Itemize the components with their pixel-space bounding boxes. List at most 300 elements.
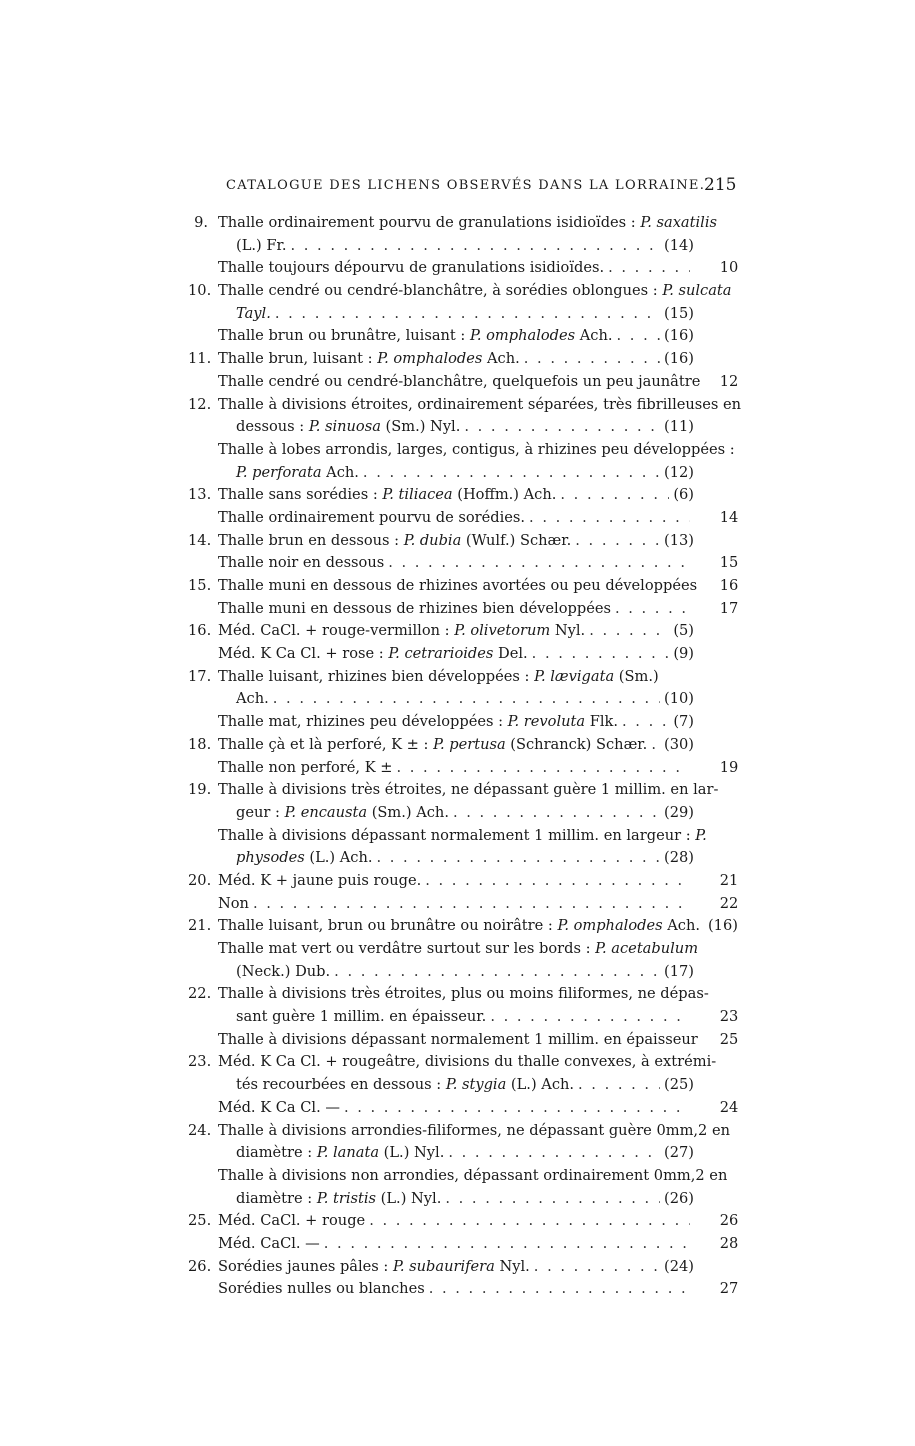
key-line xyxy=(0,484,915,507)
lead-to-couplet: 12 xyxy=(719,372,739,390)
entry-text xyxy=(218,915,738,938)
entry-main xyxy=(218,666,659,689)
couplet-number: 13. xyxy=(188,486,212,504)
entry-text xyxy=(218,325,694,348)
entry-main xyxy=(218,734,647,757)
key-line xyxy=(0,893,915,916)
entry-description: Thalle cendré ou cendré-blanchâtre, à sorédies oblongues : xyxy=(218,282,663,300)
key-line xyxy=(0,1006,915,1029)
entry-main xyxy=(236,416,460,439)
entry-main xyxy=(218,325,613,348)
species-ref-number: (7) xyxy=(673,713,694,731)
entry-description: Thalle non perforé, K ± xyxy=(218,758,393,776)
couplet-number: 18. xyxy=(188,735,212,753)
entry-description: Thalle à divisions très étroites, plus ou moins filiformes, ne dépas- xyxy=(218,985,709,1003)
key-line xyxy=(0,1233,915,1256)
entry-text xyxy=(218,1029,698,1052)
key-line xyxy=(0,1074,915,1097)
key-line xyxy=(0,983,915,1006)
species-name: P. encausta xyxy=(284,803,368,821)
entry-description: Méd. K Ca Cl. + rose : xyxy=(218,645,389,663)
entry-text xyxy=(218,552,694,575)
species-ref-number: (12) xyxy=(664,463,694,481)
couplet-number: 22. xyxy=(188,985,212,1003)
species-ref-number: (24) xyxy=(664,1257,694,1275)
entry-main xyxy=(218,280,732,303)
species-name: physodes xyxy=(236,849,305,867)
dot-leader xyxy=(615,598,690,621)
lead-to-couplet: 17 xyxy=(719,599,739,617)
entry-text xyxy=(218,757,694,780)
species-name: P. sinuosa xyxy=(308,418,381,436)
entry-text xyxy=(236,1006,694,1029)
author-citation: Flk. xyxy=(585,713,619,731)
dot-leader xyxy=(334,961,660,984)
dot-leader xyxy=(275,303,660,326)
species-name: P. lanata xyxy=(316,1144,380,1162)
entry-description: Thalle à divisions très étroites, ne dépassant guère 1 millim. en lar- xyxy=(218,781,719,799)
entry-description: Thalle à divisions dépassant normalement 1 millim. en épaisseur xyxy=(218,1030,698,1048)
running-title: CATALOGUE DES LICHENS OBSERVÉS DANS LA LORRAINE. xyxy=(226,178,706,193)
dot-leader xyxy=(376,847,660,870)
key-line xyxy=(0,688,915,711)
entry-description: geur : xyxy=(236,803,285,821)
key-line xyxy=(0,212,915,235)
species-ref-number: (13) xyxy=(664,531,694,549)
entry-text xyxy=(218,1097,694,1120)
entry-description: Thalle muni en dessous de rhizines avortées ou peu développées xyxy=(218,577,698,594)
key-entries xyxy=(0,212,915,1301)
species-ref-number: (30) xyxy=(664,735,694,753)
lead-to-couplet: 19 xyxy=(719,758,739,776)
author-citation: (Sm.) Nyl. xyxy=(380,418,461,436)
lead-to-couplet: 16 xyxy=(719,577,739,594)
entry-description: Méd. K + jaune puis rouge. xyxy=(218,871,422,889)
key-line xyxy=(0,394,915,417)
species-ref-number: (16) xyxy=(664,327,694,345)
couplet-number: 9. xyxy=(194,214,208,231)
entry-text xyxy=(218,507,694,530)
entry-main xyxy=(218,394,741,417)
key-line xyxy=(0,825,915,848)
couplet-number: 24. xyxy=(188,1121,212,1139)
lead-to-couplet: 14 xyxy=(719,508,739,526)
species-name: P. omphalodes xyxy=(469,327,576,345)
author-citation: (L.) Ach. xyxy=(304,849,373,867)
dot-leader xyxy=(291,235,661,258)
key-line xyxy=(0,325,915,348)
author-citation: (Hoffm.) Ach. xyxy=(452,486,557,504)
key-line xyxy=(0,734,915,757)
species-name: P. perforata xyxy=(236,463,322,481)
couplet-number: 20. xyxy=(188,871,212,889)
key-line xyxy=(0,1256,915,1279)
entry-main xyxy=(236,688,269,711)
species-name: P. stygia xyxy=(445,1076,507,1094)
entry-text xyxy=(218,1210,694,1233)
key-line xyxy=(0,416,915,439)
dot-leader xyxy=(363,462,660,485)
entry-description: Thalle toujours dépourvu de granulations isidioïdes. xyxy=(218,259,605,277)
dot-leader xyxy=(651,734,660,757)
species-name: P. omphalodes xyxy=(377,350,483,368)
key-line xyxy=(0,1165,915,1188)
entry-main xyxy=(236,1006,486,1029)
entry-main xyxy=(218,1051,716,1074)
entry-text xyxy=(236,688,694,711)
key-line xyxy=(0,257,915,280)
entry-text xyxy=(236,802,694,825)
species-name: P. tiliacea xyxy=(382,486,453,504)
species-ref-number: (15) xyxy=(664,304,694,322)
key-line xyxy=(0,280,915,303)
entry-description: Thalle luisant, brun ou brunâtre ou noirâtre : xyxy=(218,917,558,935)
entry-main xyxy=(218,1256,530,1279)
entry-description: Sorédies nulles ou blanches xyxy=(218,1280,425,1298)
species-name: P. pertusa xyxy=(433,735,506,753)
entry-main xyxy=(236,802,449,825)
key-line xyxy=(0,915,915,938)
entry-description: Thalle brun, luisant : xyxy=(218,350,378,368)
entry-main xyxy=(218,779,718,802)
entry-main xyxy=(218,212,717,235)
dot-leader xyxy=(490,1006,690,1029)
species-ref-number: (14) xyxy=(664,236,694,254)
entry-text xyxy=(218,779,719,802)
lead-to-couplet: 24 xyxy=(719,1098,739,1116)
couplet-number: 15. xyxy=(188,577,212,594)
entry-main xyxy=(218,1029,698,1052)
author-citation: Ach. xyxy=(482,350,520,368)
key-line xyxy=(0,462,915,485)
entry-description: dessous : xyxy=(236,418,309,436)
entry-text xyxy=(236,235,694,258)
entry-description: Thalle ordinairement pourvu de granulations isidioïdes : xyxy=(218,214,641,231)
entry-text xyxy=(218,870,694,893)
entry-text xyxy=(218,484,694,507)
entry-text xyxy=(218,938,699,961)
entry-text xyxy=(218,598,694,621)
entry-main xyxy=(218,915,700,938)
entry-text xyxy=(218,575,698,598)
lead-to-couplet: 15 xyxy=(719,554,739,572)
entry-text xyxy=(218,257,694,280)
couplet-number: 25. xyxy=(188,1212,212,1230)
dot-leader xyxy=(464,416,660,439)
species-name: P. dubia xyxy=(403,531,462,549)
entry-description: Thalle à divisions dépassant normalement 1 millim. en largeur : xyxy=(218,826,696,844)
entry-description: (Neck.) Dub. xyxy=(236,962,331,980)
entry-description: Thalle çà et là perforé, K ± : xyxy=(218,735,434,753)
entry-description: diamètre : xyxy=(236,1144,317,1162)
entry-text xyxy=(236,416,694,439)
entry-description: Thalle à lobes arrondis, larges, contigus, à rhizines peu développées : xyxy=(218,440,735,458)
entry-description: Thalle sans sorédies : xyxy=(218,486,383,504)
entry-description: Thalle à divisions non arrondies, dépassant ordinairement 0mm,2 en xyxy=(218,1166,728,1184)
entry-main xyxy=(218,552,384,575)
entry-text xyxy=(218,280,732,303)
author-citation: Del. xyxy=(493,645,528,663)
dot-leader xyxy=(425,870,690,893)
dot-leader xyxy=(324,1233,690,1256)
couplet-number: 17. xyxy=(188,667,212,685)
couplet-number: 12. xyxy=(188,395,212,413)
entry-main xyxy=(218,348,520,371)
dot-leader xyxy=(369,1210,690,1233)
entry-main xyxy=(236,235,287,258)
species-ref-number: (17) xyxy=(664,962,694,980)
species-ref-number: (11) xyxy=(664,418,694,436)
entry-text xyxy=(218,893,694,916)
entry-description: Non xyxy=(218,894,249,912)
entry-main xyxy=(218,439,735,462)
entry-description: Thalle muni en dessous de rhizines bien développées xyxy=(218,599,611,617)
dot-leader xyxy=(560,484,669,507)
dot-leader xyxy=(273,688,660,711)
lead-to-couplet: 22 xyxy=(719,894,739,912)
species-ref-number: (25) xyxy=(664,1076,694,1094)
species-ref-number: (5) xyxy=(673,622,694,640)
key-line xyxy=(0,961,915,984)
entry-text xyxy=(218,1233,694,1256)
entry-main xyxy=(218,1097,340,1120)
key-line xyxy=(0,1278,915,1301)
lead-to-couplet: 21 xyxy=(719,871,739,889)
page-header xyxy=(0,175,915,199)
entry-main xyxy=(236,462,359,485)
lead-to-couplet: 27 xyxy=(719,1280,739,1298)
dot-leader xyxy=(589,620,669,643)
species-ref-number: (26) xyxy=(664,1189,694,1207)
couplet-number: 19. xyxy=(188,781,212,799)
entry-description: sant guère 1 millim. en épaisseur. xyxy=(236,1008,487,1026)
entry-text xyxy=(236,1188,694,1211)
entry-main xyxy=(218,870,421,893)
entry-main xyxy=(236,1142,444,1165)
entry-description: Thalle à divisions arrondies-filiformes, ne dépassant guère 0mm,2 en xyxy=(218,1121,731,1139)
key-line xyxy=(0,1051,915,1074)
key-line xyxy=(0,870,915,893)
key-line xyxy=(0,938,915,961)
entry-text xyxy=(236,1074,694,1097)
key-line xyxy=(0,303,915,326)
key-line xyxy=(0,643,915,666)
key-line xyxy=(0,1097,915,1120)
entry-text xyxy=(236,462,694,485)
couplet-number: 10. xyxy=(188,282,212,300)
entry-main xyxy=(218,575,697,598)
entry-main xyxy=(218,257,604,280)
dot-leader xyxy=(578,1074,660,1097)
entry-main xyxy=(218,598,611,621)
species-ref-number: (16) xyxy=(707,917,738,935)
dot-leader xyxy=(608,257,690,280)
author-citation: (L.) Nyl. xyxy=(376,1189,442,1207)
entry-text xyxy=(218,620,694,643)
entry-text xyxy=(218,825,707,848)
entry-description: tés recourbées en dessous : xyxy=(236,1076,446,1094)
entry-text xyxy=(218,983,709,1006)
entry-text xyxy=(218,734,694,757)
entry-description: Méd. CaCl. — xyxy=(218,1234,320,1252)
key-line xyxy=(0,1029,915,1052)
entry-text xyxy=(218,212,717,235)
key-line xyxy=(0,1188,915,1211)
key-line xyxy=(0,757,915,780)
entry-text xyxy=(236,1142,694,1165)
entry-text xyxy=(218,711,694,734)
species-name: P. acetabulum xyxy=(595,940,699,957)
entry-main xyxy=(218,530,571,553)
author-citation: (Sm.) xyxy=(614,667,659,685)
entry-main xyxy=(218,893,249,916)
couplet-number: 14. xyxy=(188,531,212,549)
key-line xyxy=(0,371,915,394)
dot-leader xyxy=(529,507,690,530)
entry-description: Thalle mat, rhizines peu développées : xyxy=(218,713,508,731)
entry-main xyxy=(218,938,698,961)
author-citation: Ach. xyxy=(662,917,700,935)
entry-main xyxy=(218,620,585,643)
entry-main xyxy=(218,1233,320,1256)
species-ref-number: (9) xyxy=(673,645,694,663)
author-citation: Ach. xyxy=(321,463,359,481)
entry-main xyxy=(218,757,392,780)
couplet-number: 16. xyxy=(188,622,212,640)
entry-text xyxy=(218,1165,728,1188)
entry-text xyxy=(218,666,694,689)
entry-description: Sorédies jaunes pâles : xyxy=(218,1257,393,1275)
entry-main xyxy=(218,484,556,507)
key-line xyxy=(0,779,915,802)
entry-main xyxy=(218,1165,727,1188)
entry-text xyxy=(218,1278,694,1301)
entry-description: Méd. CaCl. + rouge-vermillon : xyxy=(218,622,455,640)
entry-description: Ach. xyxy=(236,690,269,708)
entry-text xyxy=(236,847,694,870)
species-name: Tayl. xyxy=(236,304,271,322)
entry-text xyxy=(236,961,694,984)
key-line xyxy=(0,1142,915,1165)
species-ref-number: (16) xyxy=(664,350,694,368)
author-citation: (Sm.) Ach. xyxy=(367,803,449,821)
key-line xyxy=(0,598,915,621)
species-name: P. saxatilis xyxy=(640,214,717,231)
species-name: P. cetrarioides xyxy=(388,645,494,663)
dot-leader xyxy=(534,1256,660,1279)
couplet-number: 11. xyxy=(188,350,212,368)
dot-leader xyxy=(445,1188,660,1211)
entry-text xyxy=(218,643,694,666)
entry-main xyxy=(236,303,271,326)
author-citation: (Wulf.) Schær. xyxy=(461,531,572,549)
dot-leader xyxy=(575,530,660,553)
species-name: P. tristis xyxy=(316,1189,377,1207)
key-line xyxy=(0,620,915,643)
key-line xyxy=(0,530,915,553)
dot-leader xyxy=(453,802,660,825)
species-name: P. olivetorum xyxy=(454,622,551,640)
entry-main xyxy=(218,711,618,734)
key-line xyxy=(0,847,915,870)
lead-to-couplet: 25 xyxy=(719,1030,739,1048)
author-citation: Nyl. xyxy=(550,622,586,640)
dot-leader xyxy=(344,1097,690,1120)
entry-description: diamètre : xyxy=(236,1189,317,1207)
key-line xyxy=(0,348,915,371)
entry-text xyxy=(218,530,694,553)
key-line xyxy=(0,1210,915,1233)
entry-text xyxy=(218,371,701,394)
entry-description: Thalle à divisions étroites, ordinairement séparées, très fibrilleuses en xyxy=(218,395,742,413)
lead-to-couplet: 10 xyxy=(719,259,739,277)
entry-description: Thalle noir en dessous xyxy=(218,554,385,572)
couplet-number: 21. xyxy=(188,917,212,935)
entry-description: Thalle luisant, rhizines bien développées : xyxy=(218,667,535,685)
entry-main xyxy=(236,1188,441,1211)
entry-text xyxy=(218,348,694,371)
key-line xyxy=(0,439,915,462)
entry-main xyxy=(218,1278,425,1301)
key-line xyxy=(0,666,915,689)
couplet-number: 23. xyxy=(188,1053,212,1071)
dot-leader xyxy=(532,643,670,666)
species-name: P. omphalodes xyxy=(557,917,663,935)
author-citation: Ach. xyxy=(575,327,613,345)
species-ref-number: (6) xyxy=(673,486,694,504)
dot-leader xyxy=(396,757,690,780)
entry-text xyxy=(218,1256,694,1279)
dot-leader xyxy=(524,348,660,371)
lead-to-couplet: 28 xyxy=(719,1234,739,1252)
lead-to-couplet: 23 xyxy=(719,1008,739,1026)
entry-description: Thalle ordinairement pourvu de sorédies. xyxy=(218,508,526,526)
dot-leader xyxy=(448,1142,660,1165)
author-citation: (Schranck) Schær. xyxy=(505,735,648,753)
species-name: P. subaurifera xyxy=(393,1257,495,1275)
entry-main xyxy=(218,983,709,1006)
species-ref-number: (28) xyxy=(664,849,694,867)
key-line xyxy=(0,575,915,598)
species-ref-number: (10) xyxy=(664,690,694,708)
dot-leader xyxy=(429,1278,690,1301)
lead-to-couplet: 26 xyxy=(719,1212,739,1230)
dot-leader xyxy=(388,552,690,575)
entry-main xyxy=(218,507,525,530)
dot-leader xyxy=(617,325,661,348)
species-ref-number: (29) xyxy=(664,803,694,821)
entry-text xyxy=(218,1051,717,1074)
species-name: P. lævigata xyxy=(534,667,615,685)
key-line xyxy=(0,711,915,734)
entry-description: Thalle brun en dessous : xyxy=(218,531,404,549)
key-line xyxy=(0,235,915,258)
entry-main xyxy=(236,961,330,984)
key-line xyxy=(0,552,915,575)
species-ref-number: (27) xyxy=(664,1144,694,1162)
entry-text xyxy=(236,303,694,326)
entry-description: Thalle brun ou brunâtre, luisant : xyxy=(218,327,470,345)
entry-description: Thalle cendré ou cendré-blanchâtre, quelquefois un peu jaunâtre xyxy=(218,372,701,390)
entry-main xyxy=(236,847,372,870)
entry-main xyxy=(218,371,700,394)
author-citation: (L.) Ach. xyxy=(506,1076,575,1094)
dot-leader xyxy=(253,893,690,916)
couplet-number: 26. xyxy=(188,1257,212,1275)
entry-description: Méd. K Ca Cl. — xyxy=(218,1098,340,1116)
page-number: 215 xyxy=(704,175,737,195)
entry-main xyxy=(236,1074,574,1097)
